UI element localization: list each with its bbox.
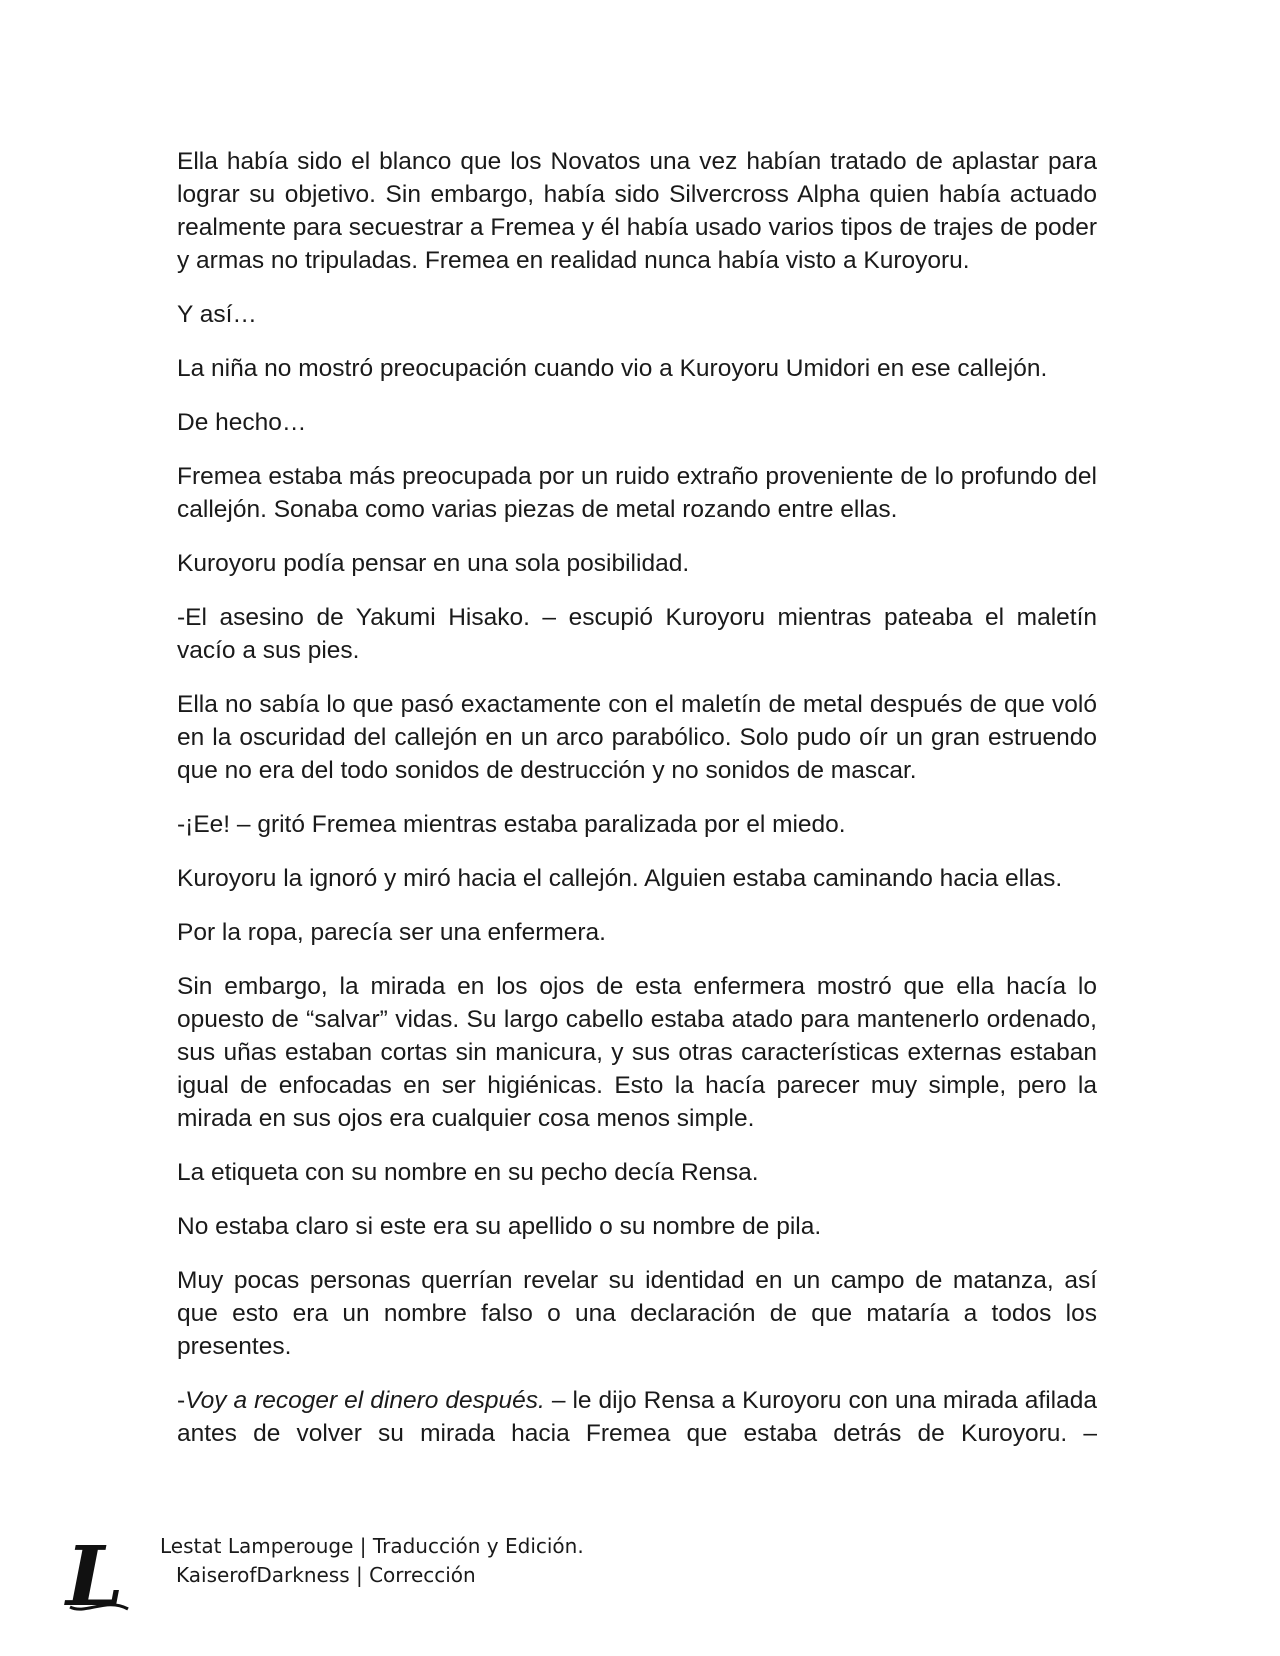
- translator-logo-icon: [62, 1535, 132, 1615]
- paragraph: La niña no mostró preocupación cuando vio a Kuroyoru Umidori en ese callejón.: [177, 355, 1048, 382]
- paragraph: De hecho…: [177, 409, 307, 436]
- logo-letter: L: [66, 1535, 124, 1615]
- paragraph: Sin embargo, la mirada en los ojos de esta enfermera mostró que ella hacía lo opuesto de “salvar” vidas. Su largo cabello estaba atado para mantenerlo ordenado, sus uñas estaban cortas sin manicura, y sus otras características externas estaban igual de enfocadas en ser higiénicas. Esto la hacía parecer muy simple, pero la mirada en sus ojos era cualquier cosa menos simple.: [177, 973, 1097, 1132]
- paragraph: Ella no sabía lo que pasó exactamente con el maletín de metal después de que voló en la oscuridad del callejón en un arco parabólico. Solo pudo oír un gran estruendo que no era del todo sonidos de destrucción y no sonidos de mascar.: [177, 691, 1097, 784]
- paragraph: Por la ropa, parecía ser una enfermera.: [177, 919, 606, 946]
- dialogue-dash: -: [177, 1387, 186, 1414]
- paragraph: Kuroyoru la ignoró y miró hacia el callejón. Alguien estaba caminando hacia ellas.: [177, 865, 1063, 892]
- paragraph: -¡Ee! – gritó Fremea mientras estaba paralizada por el miedo.: [177, 811, 846, 838]
- dialogue-narration: – le dijo Rensa a Kuroyoru con una mirada afilada antes de volver su mirada hacia Fremea que estaba detrás de Kuroyoru. –: [177, 1387, 1097, 1447]
- paragraph: La etiqueta con su nombre en su pecho decía Rensa.: [177, 1159, 759, 1186]
- page-body: [177, 145, 1097, 1471]
- paragraph: Y así…: [177, 301, 257, 328]
- footer-credit-translation: Lestat Lamperouge | Traducción y Edición.: [160, 1534, 584, 1558]
- paragraph: Muy pocas personas querrían revelar su identidad en un campo de matanza, así que esto era un nombre falso o una declaración de que mataría a todos los presentes.: [177, 1267, 1097, 1360]
- paragraph: -El asesino de Yakumi Hisako. – escupió Kuroyoru mientras pateaba el maletín vacío a sus pies.: [177, 604, 1097, 664]
- paragraph: Fremea estaba más preocupada por un ruido extraño proveniente de lo profundo del callejón. Sonaba como varias piezas de metal rozando entre ellas.: [177, 463, 1097, 523]
- footer-credits: [160, 1532, 584, 1590]
- paragraph-dialogue: [177, 1384, 1097, 1450]
- paragraph: No estaba claro si este era su apellido o su nombre de pila.: [177, 1213, 822, 1240]
- paragraph: Kuroyoru podía pensar en una sola posibilidad.: [177, 550, 690, 577]
- paragraph: Ella había sido el blanco que los Novatos una vez habían tratado de aplastar para lograr su objetivo. Sin embargo, había sido Silvercross Alpha quien había actuado realmente para secuestrar a Fremea y él había usado varios tipos de trajes de poder y armas no tripuladas. Fremea en realidad nunca había visto a Kuroyoru.: [177, 148, 1097, 274]
- dialogue-italic-speech: Voy a recoger el dinero después.: [185, 1387, 545, 1414]
- footer-credit-correction: KaiserofDarkness | Corrección: [176, 1563, 476, 1587]
